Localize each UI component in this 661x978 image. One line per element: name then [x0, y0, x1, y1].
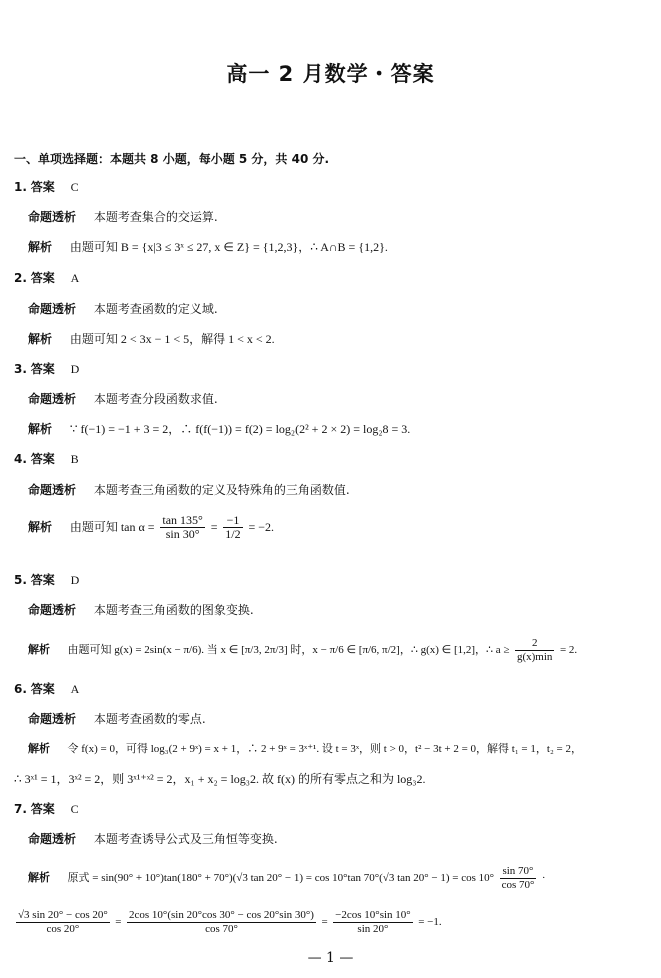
- question-number: 5.: [14, 573, 27, 587]
- analysis-text: 本题考查函数的零点.: [93, 712, 206, 726]
- answer-label: 答案: [30, 682, 55, 696]
- question-1-solution: [28, 240, 388, 254]
- solution-post: = 2.: [559, 644, 578, 656]
- fraction-denominator: g(x)min: [516, 650, 553, 663]
- page-title: 高一 2 月数学・答案: [226, 62, 435, 86]
- solution-label: 解析: [28, 643, 50, 656]
- question-2-solution: [28, 332, 275, 346]
- question-1-analysis: [28, 210, 218, 224]
- question-7-solution-line2: [14, 908, 442, 936]
- question-3-analysis: [28, 392, 218, 406]
- equals-sign: =: [321, 916, 328, 928]
- question-5-answer: [14, 573, 79, 587]
- solution-continued-text: ∴ 3ˣ¹ = 1，3ˣ² = 2，则 3ˣ¹⁺ˣ² = 2，x₁ + x₂ = log₃2. 故 f(x) 的所有零点之和为 log₃2.: [14, 772, 426, 786]
- question-number: 3.: [14, 362, 27, 376]
- answer-label: 答案: [30, 452, 55, 466]
- solution-pre: 由题可知 tan α =: [69, 520, 155, 534]
- solution-text: ∵ f(−1) = −1 + 3 = 2，∴ f(f(−1)) = f(2) = log₂(2² + 2 × 2) = log₂8 = 3.: [69, 422, 411, 436]
- solution-label: 解析: [28, 742, 50, 755]
- analysis-label: 命题透析: [28, 392, 77, 406]
- solution-text: 令 f(x) = 0，可得 log₃(2 + 9ˣ) = x + 1，∴ 2 + 9ˣ = 3ˣ⁺¹. 设 t = 3ˣ，则 t > 0，t² − 3t + 2 = 0，解得 t₁ = 1，t₂ = 2，: [67, 743, 582, 755]
- fraction-denominator: cos 70°: [205, 922, 238, 935]
- fraction-denominator: cos 20°: [46, 922, 80, 935]
- solution-end: = −1.: [418, 916, 442, 928]
- fraction-numerator: 2cos 10°(sin 20°cos 30° − cos 20°sin 30°): [129, 908, 314, 921]
- question-number: 6.: [14, 682, 27, 696]
- analysis-text: 本题考查分段函数求值.: [93, 392, 218, 406]
- analysis-label: 命题透析: [28, 712, 77, 726]
- question-5-solution: [28, 636, 577, 664]
- question-4-analysis: [28, 483, 350, 497]
- analysis-text: 本题考查集合的交运算.: [93, 210, 218, 224]
- answer-choice: C: [70, 802, 79, 816]
- answer-choice: C: [70, 180, 79, 194]
- question-6-solution-continued: [14, 772, 425, 786]
- question-2-answer: [14, 271, 79, 285]
- question-1-answer: [14, 180, 79, 194]
- question-7-solution: [28, 864, 546, 892]
- analysis-label: 命题透析: [28, 483, 77, 497]
- solution-text: 由题可知 2 < 3x − 1 < 5，解得 1 < x < 2.: [69, 332, 275, 346]
- fraction-numerator: tan 135°: [162, 513, 203, 527]
- analysis-label: 命题透析: [28, 832, 77, 846]
- question-number: 7.: [14, 802, 27, 816]
- fraction-step-2: [127, 909, 316, 936]
- question-number: 1.: [14, 180, 27, 194]
- question-4-answer: [14, 452, 79, 466]
- question-6-analysis: [28, 712, 206, 726]
- solution-pre: 原式 = sin(90° + 10°)tan(180° + 70°)(√3 tan 20° − 1) = cos 10°tan 70°(√3 tan 20° − 1) = cos 10°: [67, 872, 495, 884]
- solution-text: 由题可知 B = {x|3 ≤ 3ˣ ≤ 27, x ∈ Z} = {1,2,3}，∴ A∩B = {1,2}.: [69, 240, 388, 254]
- fraction-numerator: sin 70°: [500, 865, 537, 879]
- page-number-footer: — 1 —: [307, 950, 354, 966]
- question-3-solution: [28, 422, 410, 436]
- answer-choice: A: [70, 682, 80, 696]
- question-6-solution: [28, 742, 582, 756]
- fraction-two-over-gmin: [515, 637, 554, 664]
- fraction-numerator: 2: [515, 637, 554, 651]
- fraction-denominator: 1/2: [225, 527, 241, 541]
- answer-label: 答案: [30, 271, 55, 285]
- answer-label: 答案: [30, 802, 55, 816]
- solution-label: 解析: [28, 871, 50, 884]
- fraction-step-3: [333, 909, 413, 936]
- analysis-label: 命题透析: [28, 603, 77, 617]
- fraction-denominator: cos 70°: [501, 878, 535, 891]
- question-5-analysis: [28, 603, 254, 617]
- fraction-sin70-over-cos70: [500, 865, 537, 892]
- fraction-denominator: sin 30°: [165, 527, 200, 541]
- analysis-label: 命题透析: [28, 302, 77, 316]
- question-7-answer: [14, 802, 79, 816]
- analysis-text: 本题考查诱导公式及三角恒等变换.: [93, 832, 278, 846]
- answer-label: 答案: [30, 573, 55, 587]
- answer-choice: B: [70, 452, 79, 466]
- solution-label: 解析: [28, 332, 53, 346]
- analysis-text: 本题考查函数的定义域.: [93, 302, 218, 316]
- solution-label: 解析: [28, 422, 53, 436]
- analysis-text: 本题考查三角函数的定义及特殊角的三角函数值.: [93, 483, 350, 497]
- question-2-analysis: [28, 302, 218, 316]
- question-3-answer: [14, 362, 79, 376]
- section-heading: 一、单项选择题：本题共 8 小题，每小题 5 分，共 40 分.: [14, 152, 330, 166]
- question-number: 4.: [14, 452, 27, 466]
- answer-choice: D: [70, 573, 80, 587]
- fraction-numerator: −1: [223, 514, 242, 528]
- answer-choice: A: [70, 271, 80, 285]
- fraction-step-1: [16, 909, 110, 936]
- question-6-answer: [14, 682, 79, 696]
- question-4-solution: [28, 513, 274, 541]
- fraction-numerator: −2cos 10°sin 10°: [335, 908, 411, 921]
- analysis-label: 命题透析: [28, 210, 77, 224]
- answer-choice: D: [70, 362, 80, 376]
- solution-post: = −2.: [248, 520, 275, 534]
- answer-label: 答案: [30, 180, 55, 194]
- solution-text: 由题可知 g(x) = 2sin(x − π/6). 当 x ∈ [π/3, 2π/3] 时，x − π/6 ∈ [π/6, π/2]，∴ g(x) ∈ [1,2]，∴ a ≥: [67, 644, 510, 656]
- solution-label: 解析: [28, 240, 53, 254]
- answer-label: 答案: [30, 362, 55, 376]
- equals-sign: =: [210, 520, 218, 534]
- fraction-denominator: sin 20°: [357, 922, 389, 935]
- fraction-minus-one-over-half: [223, 514, 242, 541]
- analysis-text: 本题考查三角函数的图象变换.: [93, 603, 254, 617]
- question-7-analysis: [28, 832, 278, 846]
- question-number: 2.: [14, 271, 27, 285]
- fraction-tan-over-sin: [160, 514, 204, 541]
- solution-post: ·: [541, 872, 546, 884]
- solution-label: 解析: [28, 520, 53, 534]
- equals-sign: =: [115, 916, 122, 928]
- fraction-numerator: √3 sin 20° − cos 20°: [18, 908, 108, 921]
